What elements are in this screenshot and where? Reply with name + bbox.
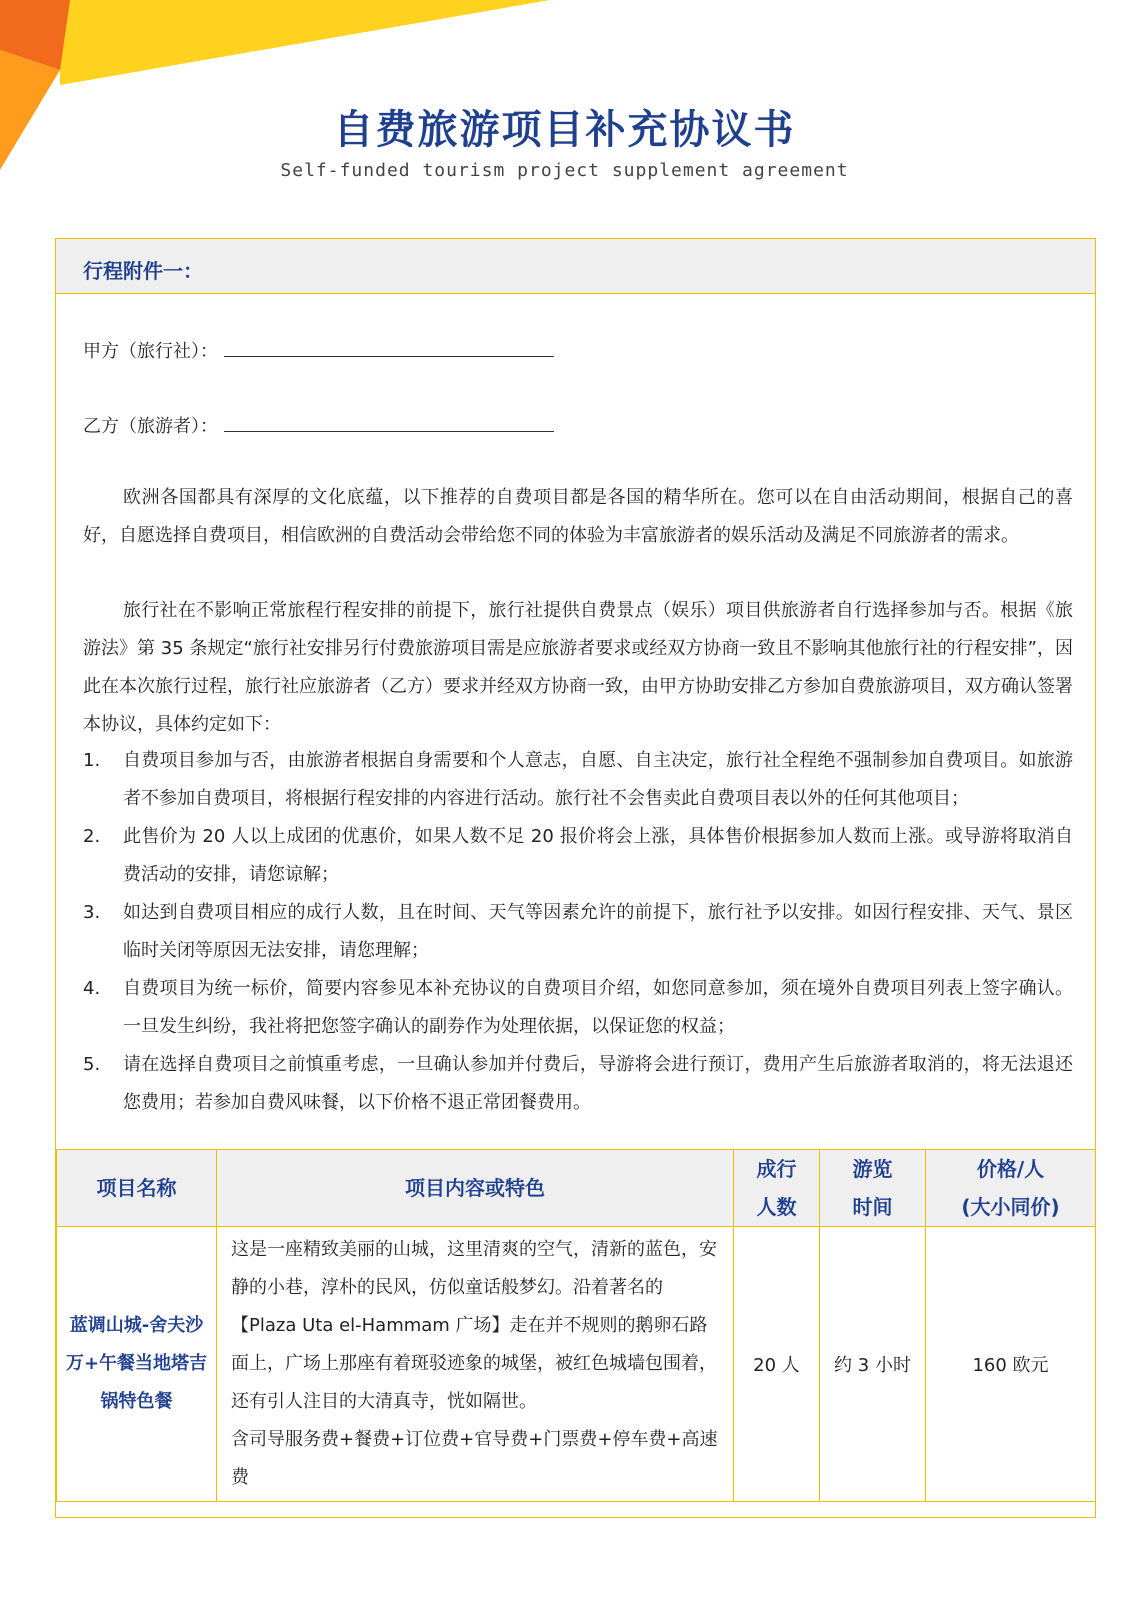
clause-text: 如达到自费项目相应的成行人数，且在时间、天气等因素允许的前提下，旅行社予以安排。如因行程安排、天气、景区临时关闭等原因无法安排，请您理解；	[123, 902, 1073, 961]
clause-item	[83, 894, 1073, 970]
clause-text: 请在选择自费项目之前慎重考虑，一旦确认参加并付费后，导游将会进行预订，费用产生后旅游者取消的，将无法退还您费用；若参加自费风味餐，以下价格不退正常团餐费用。	[123, 1054, 1073, 1113]
section-header	[56, 239, 1095, 294]
clause-number: 2.	[83, 826, 101, 847]
item-content	[217, 1227, 734, 1502]
item-time: 约 3 小时	[820, 1227, 926, 1502]
section-heading: 行程附件一：	[83, 259, 203, 283]
clause-item	[83, 818, 1073, 894]
item-includes: 含司导服务费+餐费+订位费+官导费+门票费+停车费+高速费	[231, 1429, 718, 1488]
clause-item	[83, 970, 1073, 1046]
clause-item	[83, 742, 1073, 818]
clause-number: 4.	[83, 978, 101, 999]
clause-number: 3.	[83, 902, 101, 923]
header-time-line1: 游览	[852, 1157, 893, 1181]
clause-text: 自费项目参加与否，由旅游者根据自身需要和个人意志，自愿、自主决定，旅行社全程绝不强制参加自费项目。如旅游者不参加自费项目，将根据行程安排的内容进行活动。旅行社不会售卖此自费项目表以外的任何其他项目；	[123, 750, 1073, 809]
header-price	[926, 1150, 1096, 1227]
clause-text: 自费项目为统一标价，简要内容参见本补充协议的自费项目介绍，如您同意参加，须在境外自费项目列表上签字确认。一旦发生纠纷，我社将把您签字确认的副券作为处理依据，以保证您的权益；	[123, 978, 1073, 1037]
header-time-line2: 时间	[852, 1195, 893, 1219]
clause-list	[83, 742, 1073, 1122]
header-people-line1: 成行	[756, 1157, 797, 1181]
clause-text: 此售价为 20 人以上成团的优惠价，如果人数不足 20 报价将会上涨，具体售价根据参加人数而上涨。或导游将取消自费活动的安排，请您谅解；	[123, 826, 1073, 885]
table-header-row	[57, 1150, 1096, 1227]
party-a-label: 甲方（旅行社）：	[83, 341, 218, 362]
clause-number: 1.	[83, 750, 101, 771]
header-time	[820, 1150, 926, 1227]
table-row	[57, 1227, 1096, 1502]
item-price: 160 欧元	[926, 1227, 1096, 1502]
party-b-row	[83, 412, 554, 438]
header-people-line2: 人数	[756, 1195, 797, 1219]
intro-paragraph: 欧洲各国都具有深厚的文化底蕴，以下推荐的自费项目都是各国的精华所在。您可以在自由活动期间，根据自己的喜好，自愿选择自费项目，相信欧洲的自费活动会带给您不同的体验为丰富旅游者的娱乐活动及满足不同旅游者的需求。	[83, 487, 1073, 546]
header-people	[734, 1150, 820, 1227]
party-a-row	[83, 337, 554, 363]
terms-paragraph: 旅行社在不影响正常旅程行程安排的前提下，旅行社提供自费景点（娱乐）项目供旅游者自行选择参加与否。根据《旅游法》第 35 条规定“旅行社安排另行付费旅游项目需是应旅游者要求或经双方协商一致且不影响其他旅行社的行程安排”，因此在本次旅行过程，旅行社应旅游者（乙方）要求并经双方协商一致，由甲方协助安排乙方参加自费旅游项目，双方确认签署本协议，具体约定如下：	[83, 600, 1073, 735]
items-table	[56, 1149, 1096, 1502]
item-description: 这是一座精致美丽的山城，这里清爽的空气，清新的蓝色，安静的小巷，淳朴的民风，仿似童话般梦幻。沿着著名的【Plaza Uta el-Hammam 广场】走在并不规则的鹅卵石路面上，广场上那座有着斑驳迹象的城堡，被红色城墙包围着，还有引人注目的大清真寺，恍如隔世。	[231, 1239, 717, 1412]
party-b-label: 乙方（旅游者）：	[83, 416, 218, 437]
party-b-blank[interactable]	[224, 415, 554, 432]
header-item-name: 项目名称	[57, 1150, 217, 1227]
header-price-line1: 价格/人	[976, 1157, 1045, 1181]
agreement-box	[55, 238, 1096, 1518]
page-subtitle: Self-funded tourism project supplement agreement	[280, 160, 849, 181]
clause-item	[83, 1046, 1073, 1122]
item-name: 蓝调山城-舍夫沙万+午餐当地塔吉锅特色餐	[57, 1227, 217, 1502]
header-item-content: 项目内容或特色	[217, 1150, 734, 1227]
page-title: 自费旅游项目补充协议书	[333, 107, 796, 153]
clause-number: 5.	[83, 1054, 101, 1075]
header-price-line2: (大小同价)	[961, 1195, 1060, 1219]
item-people: 20 人	[734, 1227, 820, 1502]
party-a-blank[interactable]	[224, 340, 554, 357]
